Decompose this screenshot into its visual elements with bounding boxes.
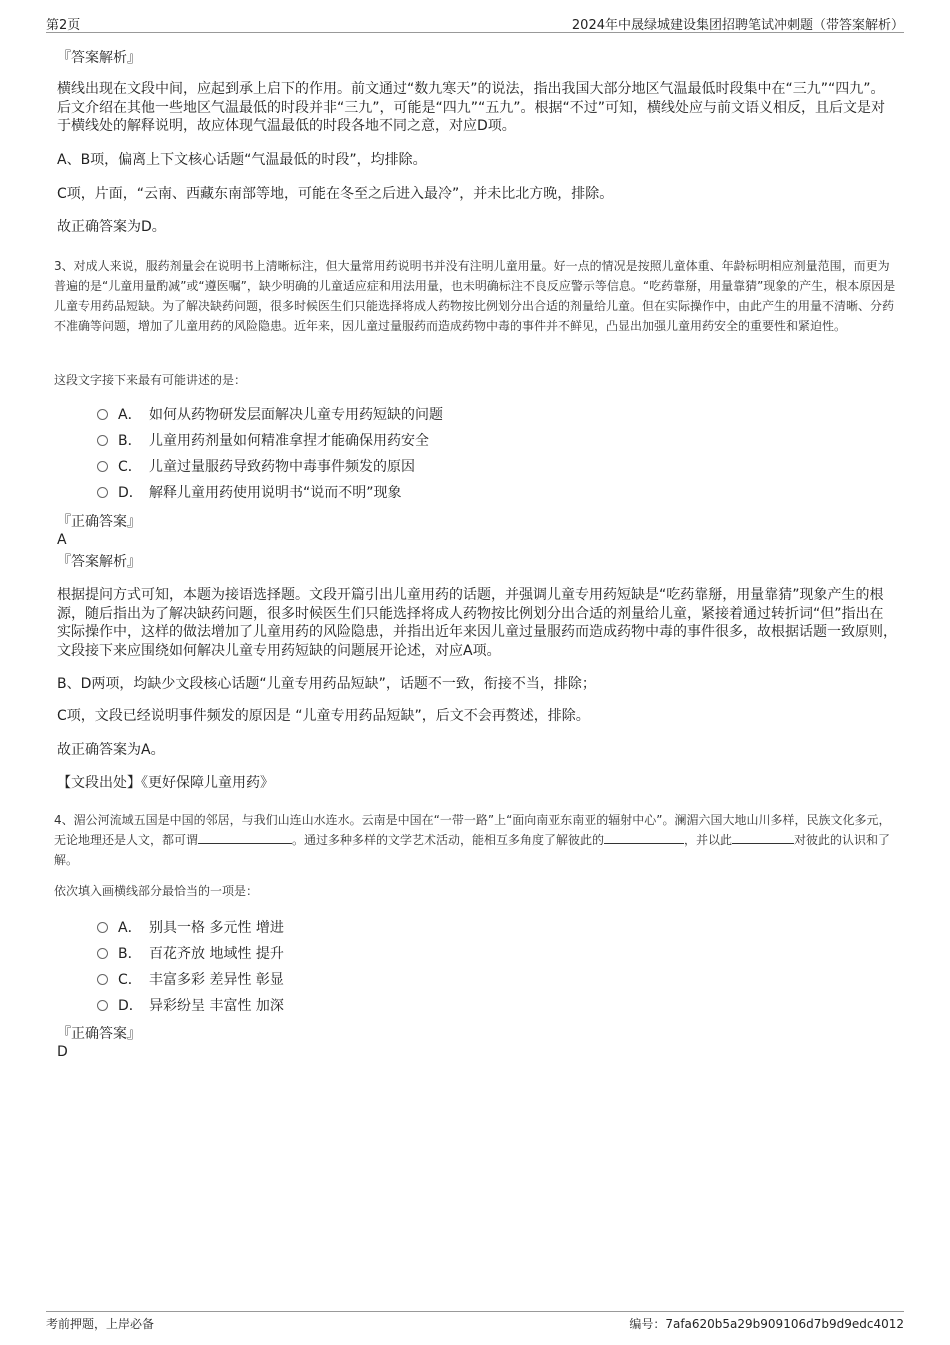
analysis-paragraph: 横线出现在文段中间，应起到承上启下的作用。前文通过“数九寒天”的说法，指出我国大部分地区气温最低时段集中在“三九”“四九”。后文介绍在其他一些地区气温最低的时段并非“三九”，可能是“四九”“五九”。根据“不过”可知，横线处应与前文语义相反，且后文是对于横线处的解释说明，故应体现气温最低的时段各地不同之意，对应D项。	[57, 81, 886, 134]
option-b[interactable]: B． 百花齐放 地域性 提升	[97, 945, 284, 963]
page-number: 第2页	[46, 18, 81, 33]
radio-icon[interactable]	[97, 409, 108, 420]
fill-blank-2	[604, 831, 684, 844]
correct-answer: D	[57, 1044, 68, 1060]
correct-answer-label: 『正确答案』	[57, 1026, 141, 1042]
question-prompt: 这段文字接下来最有可能讲述的是：	[54, 373, 247, 387]
analysis-paragraph: B、D两项，均缺少文段核心话题“儿童专用药品短缺”，话题不一致，衔接不当，排除；	[57, 676, 596, 692]
fill-blank-3	[732, 831, 794, 844]
option-b[interactable]: B． 儿童用药剂量如何精准拿捏才能确保用药安全	[97, 432, 429, 450]
option-c[interactable]: C． 儿童过量服药导致药物中毒事件频发的原因	[97, 458, 415, 476]
question-prompt: 依次填入画横线部分最恰当的一项是：	[54, 884, 259, 898]
radio-icon[interactable]	[97, 487, 108, 498]
correct-answer: A	[57, 532, 67, 548]
fill-blank-1	[198, 831, 292, 844]
page-header	[46, 14, 904, 33]
passage-source: 【文段出处】《更好保障儿童用药》	[57, 775, 274, 791]
radio-icon[interactable]	[97, 948, 108, 959]
footer-slogan: 考前押题，上岸必备	[46, 1317, 155, 1331]
analysis-paragraph: A、B项，偏离上下文核心话题“气温最低的时段”，均排除。	[57, 152, 427, 168]
answer-conclusion: 故正确答案为A。	[57, 742, 165, 758]
analysis-paragraph: 根据提问方式可知，本题为接语选择题。文段开篇引出儿童用药的话题，并强调儿童专用药短缺是“吃药靠掰，用量靠猜”现象产生的根源，随后指出为了解决缺药问题，很多时候医生们只能选择将成人药物按比例划分出合适的剂量给儿童，紧接着通过转折词“但”指出在实际操作中，这样的做法增加了儿童用药的风险隐患，并指出近年来因儿童过量服药而造成药物中毒的事件很多，故根据话题一致原则，文段接下来应围绕如何解决儿童专用药短缺的问题展开论述，对应A项。	[57, 587, 897, 659]
option-a[interactable]: A． 如何从药物研发层面解决儿童专用药短缺的问题	[97, 406, 443, 424]
correct-answer-label: 『正确答案』	[57, 514, 141, 530]
answer-conclusion: 故正确答案为D。	[57, 219, 166, 235]
radio-icon[interactable]	[97, 435, 108, 446]
option-d[interactable]: D． 解释儿童用药使用说明书“说而不明”现象	[97, 484, 402, 502]
analysis-label: 『答案解析』	[57, 50, 141, 66]
analysis-label: 『答案解析』	[57, 554, 141, 570]
radio-icon[interactable]	[97, 974, 108, 985]
document-id: 编号：7afa620b5a29b909106d7b9d9edc4012	[629, 1317, 904, 1331]
question-stem: 3、对成人来说，服药剂量会在说明书上清晰标注，但大量常用药说明书并没有注明儿童用量。好一点的情况是按照儿童体重、年龄标明相应剂量范围，而更为普遍的是“儿童用量酌减”或“遵医嘱”，缺少明确的儿童适应症和用法用量，也未明确标注不良反应警示等信息。“吃药靠掰，用量靠猜”现象的产生，根本原因是儿童专用药品短缺。为了解决缺药问题，很多时候医生们只能选择将成人药物按比例划分出合适的剂量给儿童。但在实际操作中，由此产生的用量不清晰、分药不准确等问题，增加了儿童用药的风险隐患。近年来，因儿童过量服药而造成药物中毒的事件并不鲜见，凸显出加强儿童用药安全的重要性和紧迫性。	[54, 259, 896, 333]
option-c[interactable]: C． 丰富多彩 差异性 彰显	[97, 971, 284, 989]
document-title: 2024年中晟绿城建设集团招聘笔试冲刺题（带答案解析）	[571, 18, 904, 33]
analysis-paragraph: C项，片面，“云南、西藏东南部等地，可能在冬至之后进入最冷”，并未比北方晚，排除。	[57, 186, 614, 202]
analysis-paragraph: C项，文段已经说明事件频发的原因是 “儿童专用药品短缺”，后文不会再赘述，排除。	[57, 708, 590, 724]
radio-icon[interactable]	[97, 1000, 108, 1011]
option-d[interactable]: D． 异彩纷呈 丰富性 加深	[97, 997, 284, 1015]
option-a[interactable]: A． 别具一格 多元性 增进	[97, 919, 284, 937]
page-footer	[46, 1311, 904, 1334]
question-stem: 4、湄公河流域五国是中国的邻居，与我们山连山水连水。云南是中国在“一带一路”上“面向南亚东南亚的辐射中心”。澜湄六国大地山川多样，民族文化多元，无论地理还是人文，都可谓 。通过多种多样的文学艺术活动，能相互多角度了解彼此的 ，并以此 对彼此的认识和了解。	[54, 813, 891, 867]
radio-icon[interactable]	[97, 461, 108, 472]
radio-icon[interactable]	[97, 922, 108, 933]
